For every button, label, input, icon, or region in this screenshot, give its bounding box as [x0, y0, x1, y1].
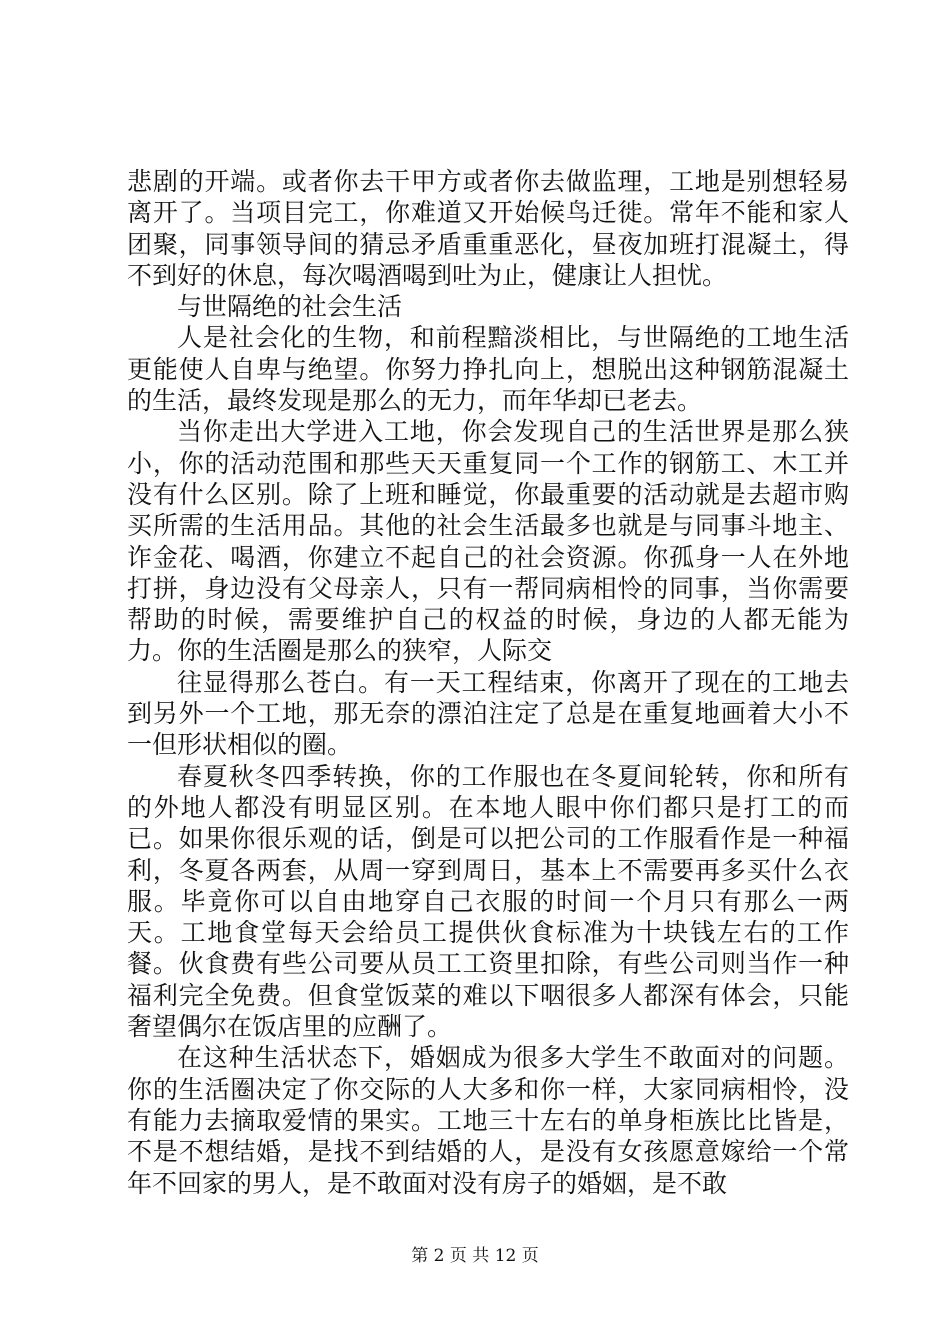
document-body	[127, 166, 849, 1199]
paragraph-7: 在这种生活状态下，婚姻成为很多大学生不敢面对的问题。你的生活圈决定了你交际的人大多和你一样，大家同病相怜，没有能力去摘取爱情的果实。工地三十左右的单身柜族比比皆是，不是不想结婚，是找不到结婚的人，是没有女孩愿意嫁给一个常年不回家的男人，是不敢面对没有房子的婚姻，是不敢	[127, 1043, 849, 1198]
paragraph-6: 春夏秋冬四季转换，你的工作服也在冬夏间轮转，你和所有的外地人都没有明显区别。在本地人眼中你们都只是打工的而已。如果你很乐观的话，倒是可以把公司的工作服看作是一种福利，冬夏各两套，从周一穿到周日，基本上不需要再多买什么衣服。毕竟你可以自由地穿自己衣服的时间一个月只有那么一两天。工地食堂每天会给员工提供伙食标准为十块钱左右的工作餐。伙食费有些公司要从员工工资里扣除，有些公司则当作一种福利完全免费。但食堂饭菜的难以下咽很多人都深有体会，只能奢望偶尔在饭店里的应酬了。	[127, 761, 849, 1042]
paragraph-5: 往显得那么苍白。有一天工程结束，你离开了现在的工地去到另外一个工地，那无奈的漂泊注定了总是在重复地画着大小不一但形状相似的圈。	[127, 667, 849, 760]
paragraph-4: 当你走出大学进入工地，你会发现自己的生活世界是那么狭小，你的活动范围和那些天天重复同一个工作的钢筋工、木工并没有什么区别。除了上班和睡觉，你最重要的活动就是去超市购买所需的生活用品。其他的社会生活最多也就是与同事斗地主、诈金花、喝酒，你建立不起自己的社会资源。你孤身一人在外地打拼，身边没有父母亲人，只有一帮同病相怜的同事，当你需要帮助的时候，需要维护自己的权益的时候，身边的人都无能为力。你的生活圈是那么的狭窄，人际交	[127, 417, 849, 666]
section-heading: 与世隔绝的社会生活	[177, 292, 403, 322]
paragraph-3: 人是社会化的生物，和前程黯淡相比，与世隔绝的工地生活更能使人自卑与绝望。你努力挣扎向上，想脱出这种钢筋混凝土的生活，最终发现是那么的无力，而年华却已老去。	[127, 323, 849, 416]
page-number-footer: 第 2 页 共 12 页	[411, 1246, 539, 1266]
paragraph-1: 悲剧的开端。或者你去干甲方或者你去做监理，工地是别想轻易离开了。当项目完工，你难道又开始候鸟迁徙。常年不能和家人团聚，同事领导间的猜忌矛盾重重恶化，昼夜加班打混凝土，得不到好的休息，每次喝酒喝到吐为止，健康让人担忧。	[127, 167, 849, 290]
